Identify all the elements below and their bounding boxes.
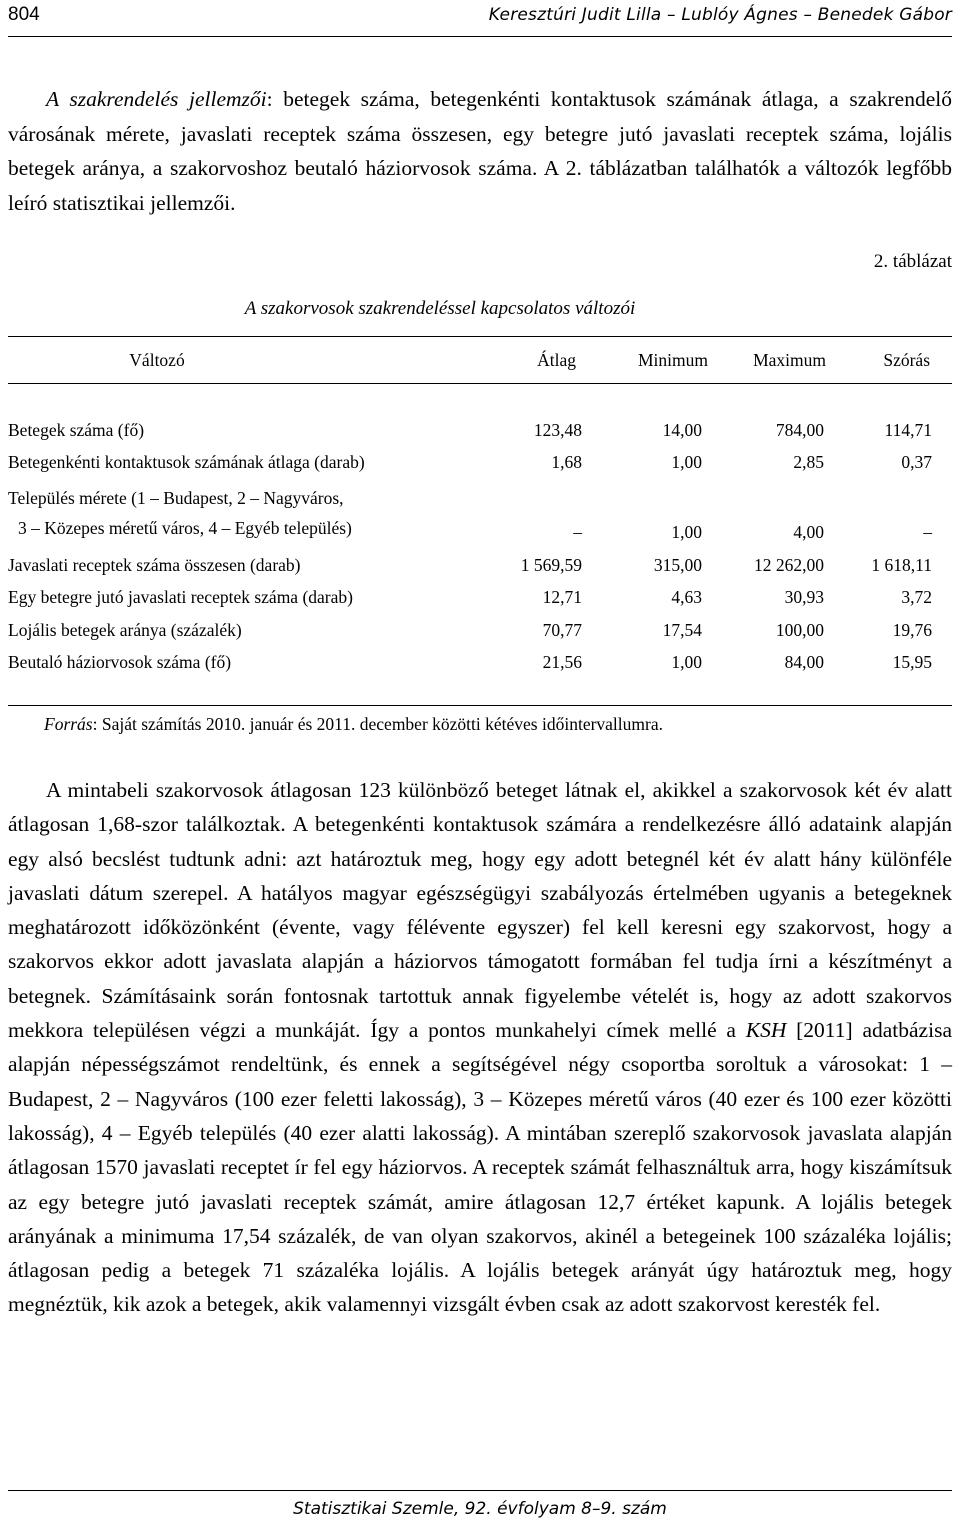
page-footer: Statisztikai Szemle, 92. évfolyam 8–9. szám <box>293 1499 667 1519</box>
body-text-part1: A mintabeli szakorvosok átlagosan 123 különböző beteget látnak el, akikkel a szakorvosok két év alatt átlagosan 1,68-szor találkoztak. A betegenkénti kontaktusok számára a rendelkezésre álló adataink alapján egy alsó becslést tudtunk adni: azt határoztuk meg, hogy egy adott betegnél két év alatt hány különféle javaslati dátum szerepel. A hatályos magyar egészségügyi szabályozás értelmében ugyanis a betegeknek meghatározott időközönként (évente, vagy félévente egyszer) fel kell keresni egy szakorvost, hogy a szakorvos ekkor adott javaslata alapján a háziorvos támogatott formában fel tudja írni a készítményt a betegnek. Számításaink során fontosnak tartottuk annak figyelembe vételét is, hogy az adott szakorvos mekkora településen végzi a munkáját. Így a pontos munkahelyi címek mellé a <box>8 778 952 1043</box>
spacer-row <box>8 679 952 706</box>
col-header-max: Maximum <box>753 349 826 370</box>
row-label-line1: Település mérete (1 – Budapest, 2 – Nagyváros, <box>8 488 344 508</box>
table-number: 2. táblázat <box>873 251 952 272</box>
cell-min: 315,00 <box>653 554 702 575</box>
body-paragraph <box>8 773 952 1322</box>
row-label: Betegenkénti kontaktusok számának átlaga (darab) <box>8 452 365 473</box>
table-row <box>8 479 952 549</box>
cell-max: 784,00 <box>775 419 824 440</box>
cell-sd: 19,76 <box>892 619 932 640</box>
source-text: : Saját számítás 2010. január és 2011. december közötti kétéves időintervallumra. <box>92 714 663 734</box>
cell-sd: 114,71 <box>884 419 932 440</box>
cell-max: 12 262,00 <box>754 554 824 575</box>
row-label: Egy betegre jutó javaslati receptek száma (darab) <box>8 587 353 608</box>
row-label: Lojális betegek aránya (százalék) <box>8 619 242 640</box>
intro-text: : betegek száma, betegenkénti kontaktusok számának átlaga, a szakrendelő városának mérete, javaslati receptek száma összesen, egy betegre jutó javaslati receptek száma, lojális betegek aránya, a szakorvoshoz beutaló háziorvosok száma. A 2. táblázatban találhatók a változók legfőbb leíró statisztikai jellemzői. <box>8 87 952 215</box>
cell-mean: 123,48 <box>533 419 582 440</box>
row-label: Beutaló háziorvosok száma (fő) <box>8 652 232 673</box>
page-number: 804 <box>8 4 40 25</box>
intro-lead: A szakrendelés jellemzői <box>46 87 267 111</box>
col-header-sd: Szórás <box>883 349 930 370</box>
cell-max: 30,93 <box>784 587 824 608</box>
col-header-variable: Változó <box>129 349 185 370</box>
cell-mean: 1 569,59 <box>520 554 582 575</box>
row-label: Javaslati receptek száma összesen (darab) <box>8 554 301 575</box>
stats-table <box>8 336 952 706</box>
table-row <box>8 447 952 480</box>
table-row <box>8 549 952 582</box>
cell-max: 4,00 <box>793 522 824 542</box>
cell-min: 4,63 <box>671 587 702 608</box>
cell-max: 2,85 <box>793 452 824 473</box>
footer-rule <box>8 1490 952 1491</box>
row-label: Betegek száma (fő) <box>8 419 145 440</box>
table-row <box>8 614 952 647</box>
page-header <box>8 4 952 30</box>
cell-min: 1,00 <box>671 652 702 673</box>
cell-max: 84,00 <box>784 652 824 673</box>
cell-sd: 1 618,11 <box>871 554 932 575</box>
body-italic-ksh: KSH <box>745 1018 787 1043</box>
body-text-part2: [2011] adatbázisa alapján népességszámot rendeltünk, és ennek a segítségével négy csoportba soroltuk a városokat: 1 – Budapest, 2 – Nagyváros (100 ezer feletti lakosság), 3 – Közepes méretű város (40 ezer és 100 ezer közötti lakosság), 4 – Egyéb település (40 ezer alatti lakosság). A mintában szereplő szakorvosok javaslata alapján átlagosan 1570 javaslati receptet ír fel egy háziorvos. A receptek számát felhasználtuk arra, hogy kiszámítsuk az egy betegre jutó javaslati receptek számát, amire átlagosan 12,7 értéket kapunk. A lojális betegek arányának a minimuma 17,54 százalék, de van olyan szakorvos, akinél a betegeinek 100 százaléka lojális; átlagosan pedig a betegek 71 százaléka lojális. A lojális betegek arányát úgy határoztuk meg, hogy megnéztük, kik azok a betegek, akik valamennyi vizsgált évben csak az adott szakorvost keresték fel. <box>8 1018 952 1317</box>
header-rule <box>8 36 952 37</box>
cell-sd: 15,95 <box>892 652 932 673</box>
table-source <box>44 714 663 735</box>
cell-sd: 3,72 <box>901 587 932 608</box>
running-head: Keresztúri Judit Lilla – Lublóy Ágnes – Benedek Gábor <box>488 5 952 25</box>
cell-mean: 21,56 <box>542 652 582 673</box>
cell-min: 1,00 <box>671 522 702 542</box>
cell-min: 17,54 <box>662 619 702 640</box>
cell-min: 1,00 <box>671 452 702 473</box>
cell-mean: 1,68 <box>551 452 582 473</box>
col-header-min: Minimum <box>637 349 708 370</box>
table-header-row <box>8 337 952 384</box>
table-title: A szakorvosok szakrendeléssel kapcsolatos változói <box>244 298 636 319</box>
intro-paragraph <box>8 82 952 220</box>
cell-sd: 0,37 <box>901 452 932 473</box>
row-label <box>8 479 486 549</box>
table-row <box>8 582 952 615</box>
cell-mean: – <box>573 522 582 542</box>
cell-mean: 12,71 <box>542 587 582 608</box>
cell-min: 14,00 <box>662 419 702 440</box>
table-row <box>8 414 952 447</box>
col-header-mean: Átlag <box>537 349 576 370</box>
spacer-row <box>8 384 952 415</box>
cell-sd: – <box>923 522 932 542</box>
cell-mean: 70,77 <box>542 619 582 640</box>
row-label-line2: 3 – Közepes méretű város, 4 – Egyéb település) <box>18 518 352 538</box>
source-label: Forrás <box>44 714 93 734</box>
table-row <box>8 647 952 680</box>
cell-max: 100,00 <box>775 619 824 640</box>
